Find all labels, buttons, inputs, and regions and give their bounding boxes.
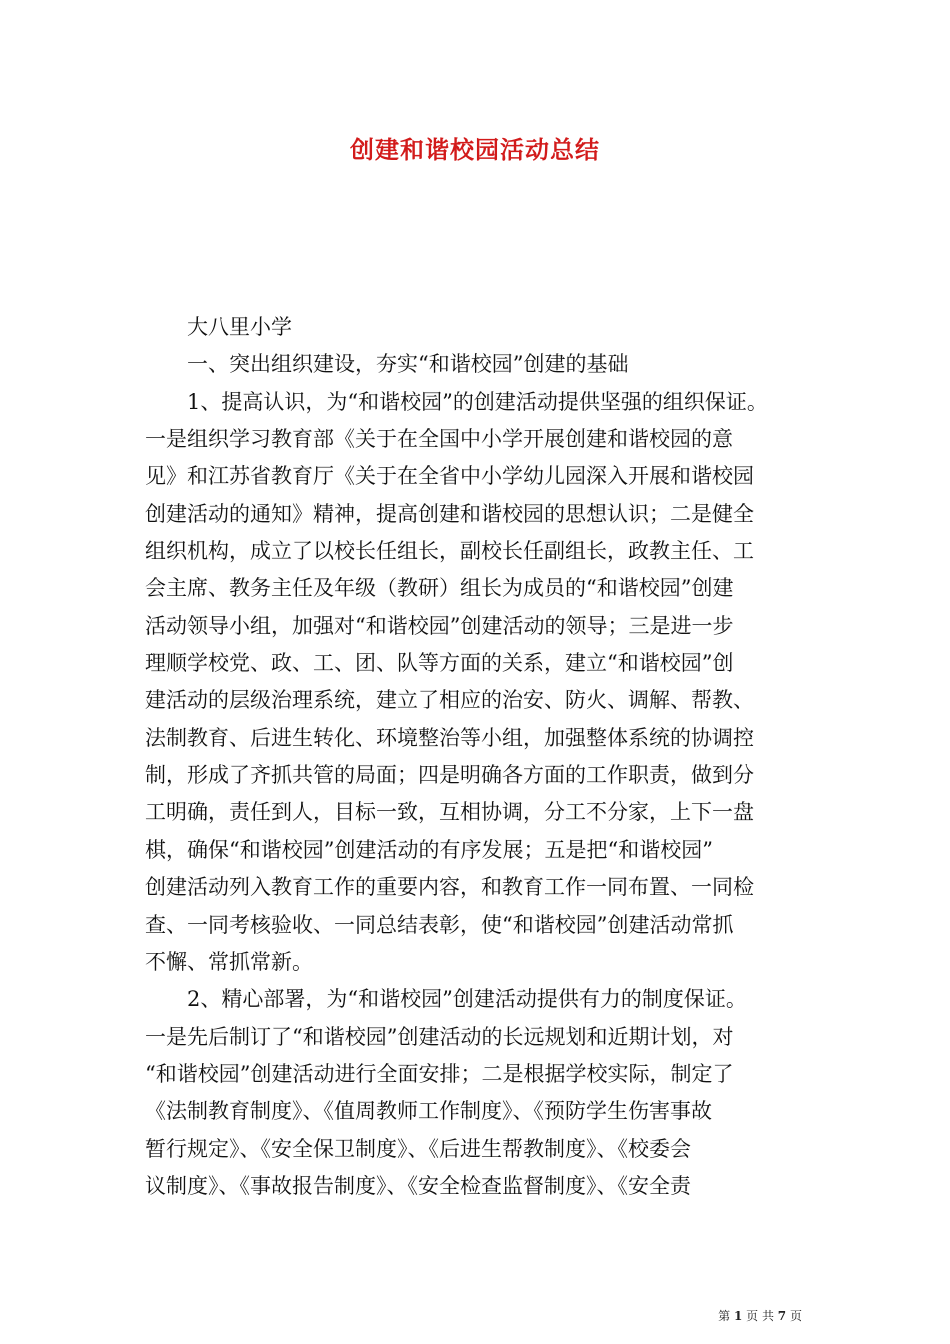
document-body: [145, 309, 810, 1205]
paragraph-line: 活动领导小组，加强对“和谐校园”创建活动的领导；三是进一步: [145, 613, 734, 638]
document-title: 创建和谐校园活动总结: [350, 135, 600, 164]
school-name: 大八里小学: [187, 315, 292, 339]
paragraph-line: 查、一同考核验收、一同总结表彰，使“和谐校园”创建活动常抓: [145, 912, 734, 937]
paragraph-line: 会主席、教务主任及年级（教研）组长为成员的“和谐校园”创建: [145, 576, 734, 601]
page-number-footer: [718, 1308, 802, 1324]
paragraph-line: 暂行规定》、《安全保卫制度》、《后进生帮教制度》、《校委会: [145, 1136, 691, 1161]
paragraph-line: “和谐校园”创建活动进行全面安排；二是根据学校实际，制定了: [145, 1061, 734, 1086]
paragraph-line: 法制教育、后进生转化、环境整治等小组，加强整体系统的协调控: [145, 725, 754, 750]
footer-middle: 页 共: [746, 1309, 774, 1323]
current-page-number: 1: [733, 1309, 743, 1323]
paragraph-line: 工明确，责任到人，目标一致，互相协调，分工不分家，上下一盘: [145, 800, 754, 825]
total-page-number: 7: [777, 1309, 787, 1323]
paragraph-line: 棋，确保“和谐校园”创建活动的有序发展；五是把“和谐校园”: [145, 837, 713, 862]
paragraph-line: 一是先后制订了“和谐校园”创建活动的长远规划和近期计划，对: [145, 1024, 734, 1049]
paragraph-line: 一是组织学习教育部《关于在全国中小学开展创建和谐校园的意: [145, 427, 733, 452]
footer-suffix: 页: [789, 1309, 802, 1323]
paragraph-line: 见》和江苏省教育厅《关于在全省中小学幼儿园深入开展和谐校园: [145, 464, 754, 489]
footer-prefix: 第: [718, 1309, 731, 1323]
paragraph-line: 1、提高认识，为“和谐校园”的创建活动提供坚强的组织保证。: [187, 389, 768, 414]
paragraph-line: 创建活动列入教育工作的重要内容，和教育工作一同布置、一同检: [145, 875, 754, 900]
paragraph-line: 创建活动的通知》精神，提高创建和谐校园的思想认识；二是健全: [145, 501, 754, 526]
paragraph-line: 组织机构，成立了以校长任组长，副校长任副组长，政教主任、工: [145, 539, 754, 564]
paragraph-line: 制，形成了齐抓共管的局面；四是明确各方面的工作职责，做到分: [145, 763, 754, 788]
paragraph-line: 建活动的层级治理系统，建立了相应的治安、防火、调解、帮教、: [145, 688, 754, 713]
paragraph-line: 《法制教育制度》、《值周教师工作制度》、《预防学生伤害事故: [145, 1099, 712, 1124]
paragraph-line: 议制度》、《事故报告制度》、《安全检查监督制度》、《安全责: [145, 1173, 691, 1198]
section-heading: 一、突出组织建设，夯实“和谐校园”创建的基础: [187, 352, 629, 377]
paragraph-line: 理顺学校党、政、工、团、队等方面的关系，建立“和谐校园”创: [145, 651, 734, 676]
paragraph-line: 2、精心部署，为“和谐校园”创建活动提供有力的制度保证。: [187, 987, 747, 1012]
paragraph-line: 不懈、常抓常新。: [145, 949, 313, 974]
